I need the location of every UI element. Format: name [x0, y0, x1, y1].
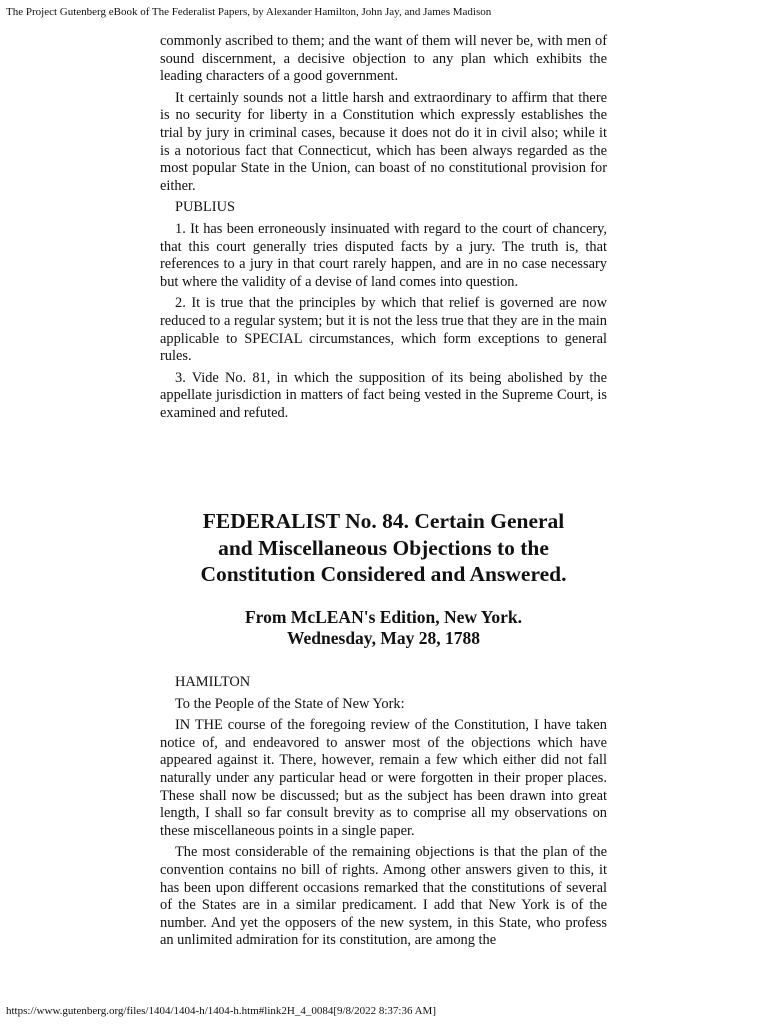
subtitle-date: Wednesday, May 28, 1788 [286, 628, 480, 649]
author-name: HAMILTON [175, 673, 251, 690]
paragraph: IN THE course of the foregoing review of the Constitution, I have taken notice of, and endeavored to answer most of the objections which have appeared against it. There, however, remain a few which either did not fall naturally under any particular head or were forgotten in their proper places. These shall now be discussed; but as the subject has been drawn into great length, I shall so far consult brevity as to comprise all my observations on these miscellaneous points in a single paper. [160, 717, 607, 839]
page-content [160, 33, 607, 954]
footnote-3: 3. Vide No. 81, in which the supposition of its being abolished by the appellate jurisdiction in matters of fact being vested in the Supreme Court, is examined and refuted. [160, 369, 607, 421]
print-header: The Project Gutenberg eBook of The Federalist Papers, by Alexander Hamilton, John Jay, and James Madison [6, 6, 492, 18]
paragraph: It certainly sounds not a little harsh and extraordinary to affirm that there is no security for liberty in a Constitution which expressly establishes the trial by jury in criminal cases, because it does not do it in civil also; while it is a notorious fact that Connecticut, which has been always regarded as the most popular State in the Union, can boast of no constitutional provision for either. [160, 89, 607, 194]
footnote-1: 1. It has been erroneously insinuated with regard to the court of chancery, that this court generally tries disputed facts by a jury. The truth is, that references to a jury in that court rarely happen, and are in no case necessary but where the validity of a devise of land comes into question. [160, 220, 607, 290]
salutation: To the People of the State of New York: [175, 695, 405, 712]
chapter-title: FEDERALIST No. 84. Certain General and Miscellaneous Objections to the Constitution Considered and Answered. [200, 509, 567, 587]
signature-publius: PUBLIUS [175, 199, 235, 216]
print-footer-url: https://www.gutenberg.org/files/1404/1404-h/1404-h.htm#link2H_4_0084[9/8/2022 8:37:36 AM] [6, 1005, 437, 1017]
subtitle-edition: From McLEAN's Edition, New York. [244, 606, 523, 627]
paragraph-continued: commonly ascribed to them; and the want of them will never be, with men of sound discernment, a decisive objection to any plan which exhibits the leading characters of a good government. [160, 33, 607, 85]
chapter-subtitle [160, 607, 607, 650]
paragraph: The most considerable of the remaining objections is that the plan of the convention contains no bill of rights. Among other answers given to this, it has been upon different occasions remarked that the constitutions of several of the States are in a similar predicament. I add that New York is of the number. And yet the opposers of the new system, in this State, who profess an unlimited admiration for its constitution, are among the [160, 844, 607, 949]
footnote-2: 2. It is true that the principles by which that relief is governed are now reduced to a regular system; but it is not the less true that they are in the main applicable to SPECIAL circumstances, which form exceptions to general rules. [160, 295, 607, 365]
